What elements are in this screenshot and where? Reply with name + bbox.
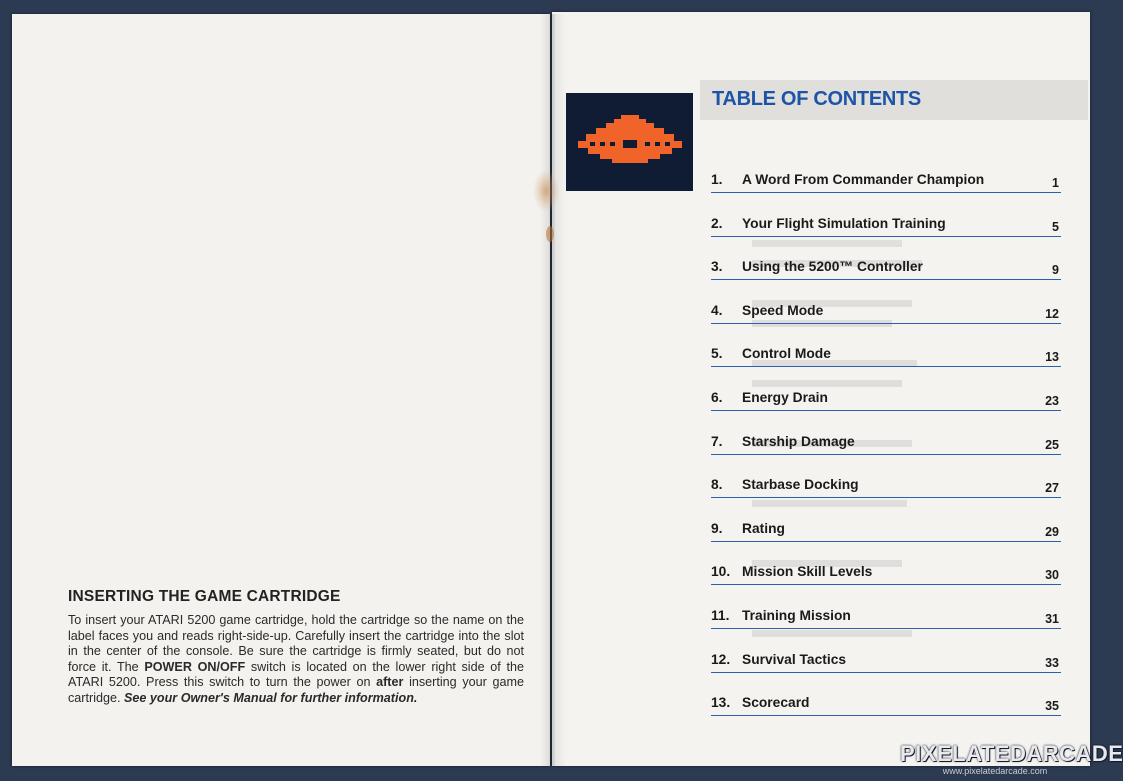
- toc-entry: [711, 212, 1061, 256]
- toc-entry-number: 9.: [711, 520, 723, 536]
- toc-entry-page: 9: [1052, 263, 1059, 278]
- after-emphasis: after: [376, 675, 404, 690]
- toc-entry-page: 5: [1052, 219, 1059, 234]
- toc-entry-page: 23: [1045, 393, 1059, 408]
- toc-entry-number: 2.: [711, 215, 723, 231]
- toc-entry-rule: [711, 715, 1061, 716]
- toc-entry-page: 33: [1045, 655, 1059, 670]
- toc-entry-rule: [711, 454, 1061, 455]
- toc-entry-label: Training Mission: [742, 607, 851, 623]
- toc-title: TABLE OF CONTENTS: [712, 88, 921, 110]
- toc-entry-rule: [711, 497, 1061, 498]
- toc-entry-rule: [711, 541, 1061, 542]
- power-switch-label: POWER ON/OFF: [144, 659, 246, 674]
- toc-entry-number: 3.: [711, 259, 723, 275]
- watermark-text: PIXELATEDARCADE: [900, 741, 1123, 766]
- toc-entry-number: 10.: [711, 564, 731, 580]
- owners-manual-note: See your Owner's Manual for further information.: [124, 690, 418, 705]
- toc-list: [711, 168, 1061, 735]
- paper-stain: [533, 170, 559, 212]
- toc-entry-page: 12: [1045, 306, 1059, 321]
- toc-entry-rule: [711, 628, 1061, 629]
- cartridge-instructions: [68, 588, 524, 707]
- watermark-url: www.pixelatedarcade.com: [942, 766, 1048, 776]
- toc-entry-label: Your Flight Simulation Training: [742, 215, 946, 231]
- toc-entry-number: 8.: [711, 477, 723, 493]
- toc-entry-number: 1.: [711, 172, 723, 187]
- toc-entry-rule: [711, 410, 1061, 411]
- toc-entry-label: Mission Skill Levels: [742, 564, 873, 580]
- toc-entry-rule: [711, 366, 1061, 367]
- toc-entry: [711, 168, 1061, 212]
- toc-entry-rule: [711, 279, 1061, 280]
- toc-entry-label: Starship Damage: [742, 433, 855, 449]
- toc-entry-label: Using the 5200™ Controller: [742, 259, 923, 275]
- toc-entry: [711, 255, 1061, 299]
- instructions-text-2: switch is located on the lower right side of the ATARI 5200. Press this switch to turn the power on: [68, 659, 525, 690]
- toc-entry-rule: [711, 236, 1061, 237]
- toc-entry: [711, 560, 1061, 604]
- toc-entry-label: Starbase Docking: [742, 477, 859, 493]
- toc-entry: [711, 604, 1061, 648]
- starship-icon: [566, 93, 693, 191]
- toc-entry: [711, 299, 1061, 343]
- paper-stain-small: [546, 226, 554, 242]
- toc-entry-number: 6.: [711, 389, 723, 405]
- toc-entry-label: Control Mode: [742, 346, 831, 362]
- toc-entry-label: Survival Tactics: [742, 651, 847, 667]
- toc-entry-number: 12.: [711, 651, 731, 667]
- book-gutter: [540, 14, 566, 766]
- toc-entry-page: 30: [1045, 568, 1059, 583]
- starship-logo: [566, 93, 693, 191]
- toc-entry-number: 11.: [711, 607, 730, 623]
- toc-entry: [711, 430, 1061, 474]
- toc-entry-label: Energy Drain: [742, 389, 828, 405]
- toc-entry-page: 31: [1045, 611, 1059, 626]
- toc-entry-label: Speed Mode: [742, 302, 824, 318]
- toc-entry-number: 4.: [711, 302, 723, 318]
- toc-entry-number: 7.: [711, 433, 723, 449]
- toc-entry: [711, 648, 1061, 692]
- instructions-text-3: inserting your game cartridge.: [68, 675, 524, 705]
- instructions-text-1: To insert your ATARI 5200 game cartridge, hold the cartridge so the name on the label faces you and reads right-side-up. Carefully insert the cartridge into the slot in the center of the console. Be sure the cartridge is firmly seated, but do not force it. The: [68, 613, 524, 674]
- toc-entry-page: 29: [1045, 524, 1059, 539]
- toc-entry-rule: [711, 192, 1061, 193]
- toc-entry-page: 25: [1045, 437, 1059, 452]
- watermark: [900, 741, 1123, 776]
- toc-entry-number: 13.: [711, 695, 731, 711]
- toc-entry: [711, 473, 1061, 517]
- toc-entry-rule: [711, 584, 1061, 585]
- toc-entry: [711, 342, 1061, 386]
- toc-entry-label: Scorecard: [742, 695, 810, 711]
- section-title: INSERTING THE GAME CARTRIDGE: [68, 588, 341, 605]
- toc-entry-label: A Word From Commander Champion: [742, 172, 985, 187]
- toc-entry: [711, 691, 1061, 735]
- toc-entry-page: 35: [1045, 699, 1059, 714]
- toc-entry: [711, 517, 1061, 561]
- toc-entry: [711, 386, 1061, 430]
- toc-entry-page: 1: [1052, 176, 1059, 190]
- toc-entry-rule: [711, 323, 1061, 324]
- instructions-body: [68, 613, 524, 707]
- toc-entry-page: 13: [1045, 350, 1059, 365]
- toc-entry-label: Rating: [742, 520, 785, 536]
- toc-entry-page: 27: [1045, 481, 1059, 496]
- toc-entry-rule: [711, 672, 1061, 673]
- toc-entry-number: 5.: [711, 346, 723, 362]
